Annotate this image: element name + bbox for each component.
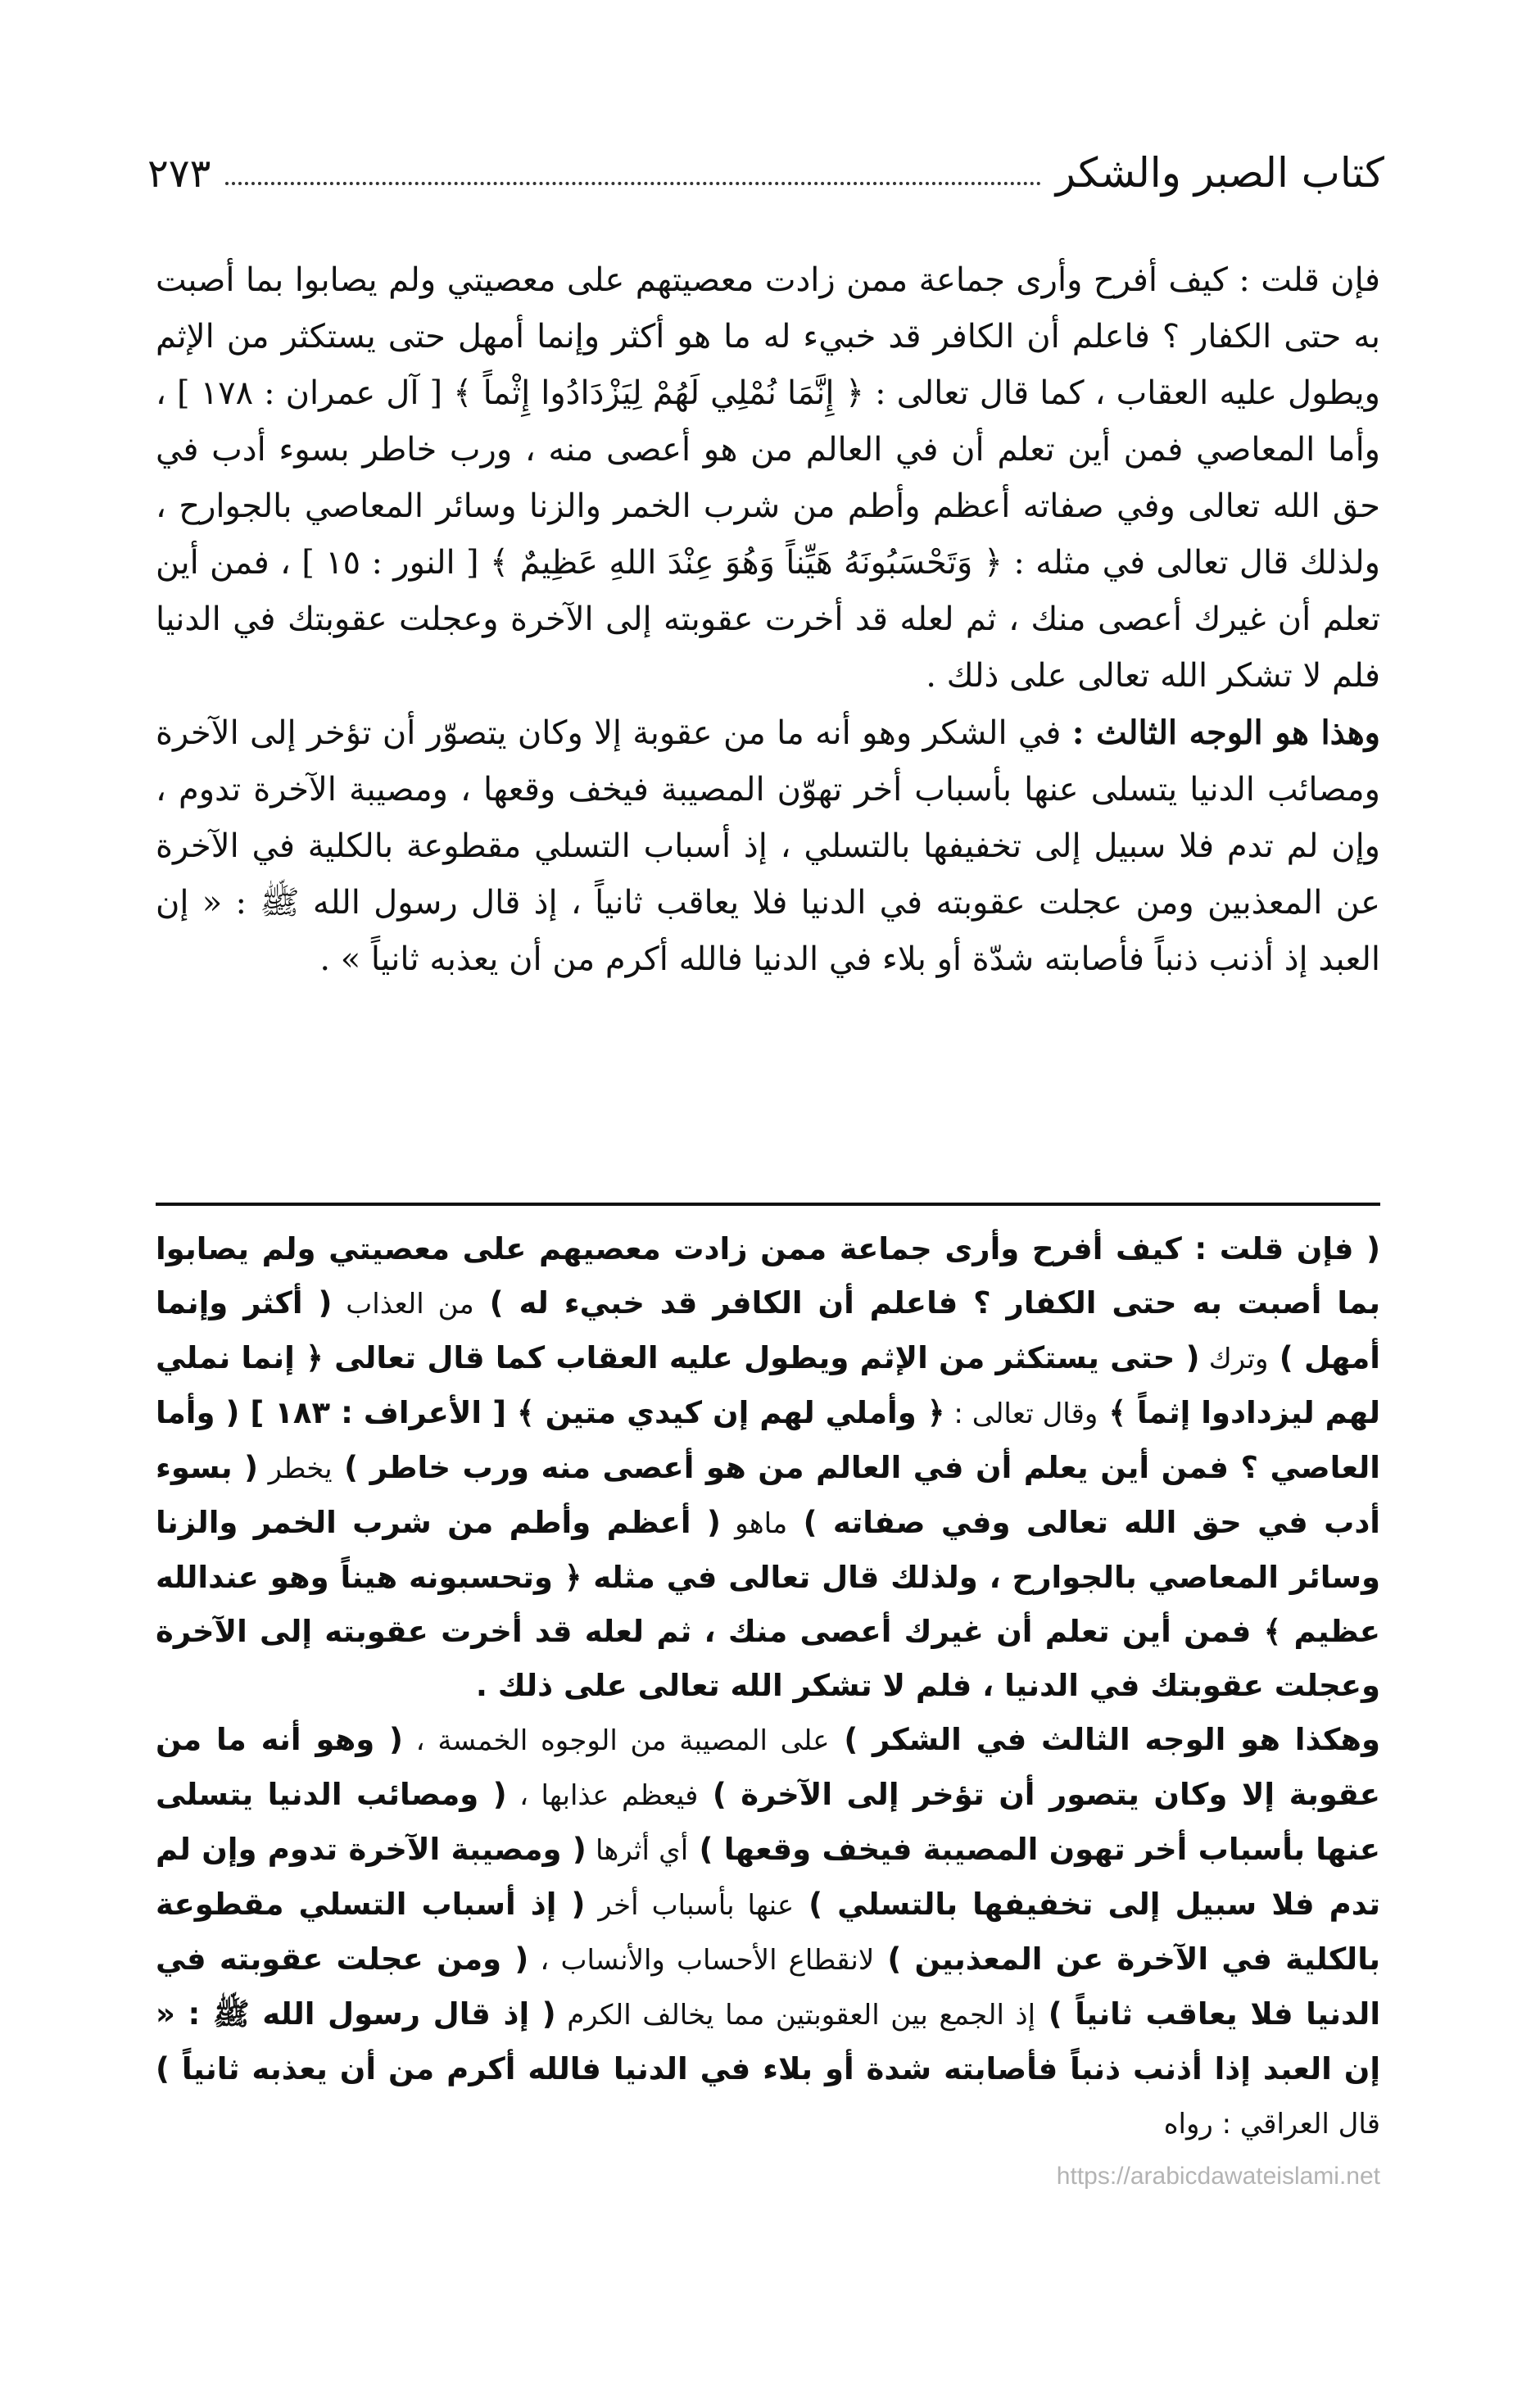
quoted-text: ( بسوء أدب في حق الله تعالى وفي صفاته ) — [156, 1450, 1380, 1540]
commentary-note: قال العراقي : رواه — [1163, 2108, 1380, 2141]
quoted-text: ( ومصائب الدنيا يتسلى عنها بأسباب أخر تهون المصيبة فيخف وقعها ) — [156, 1777, 1380, 1867]
quoted-text: ( وهو أنه ما من عقوبة إلا وكان يتصور أن تؤخر إلى الآخرة ) — [156, 1722, 1380, 1812]
commentary-paragraph-2 — [156, 1713, 1380, 2151]
watermark-url: https://arabicdawateislami.net — [1056, 2163, 1380, 2190]
commentary-note: وقال تعالى : — [944, 1398, 1098, 1430]
commentary-paragraph-1 — [156, 1222, 1380, 1713]
commentary-note: إذ الجمع بين العقوبتين مما يخالف الكرم — [555, 1999, 1036, 2032]
main-text — [156, 252, 1380, 988]
quoted-text: ( إذ قال رسول الله ﷺ : « إن العبد إذا أذنب ذنباً فأصابته شدة أو بلاء في الدنيا فالله أكرم من أن يعذبه ثانياً ) — [156, 1996, 1380, 2086]
quoted-text: ( أعظم وأطم من شرب الخمر والزنا وسائر المعاصي بالجوارح ، ولذلك قال تعالى في مثله ﴿ وتحسبونه هيناً وهو عندالله عظيم ﴾ فمن أين تعلم أن غيرك أعصى منك ، ثم لعله قد أخرت عقوبته إلى الآخرة وعجلت عقوبتك في الدنيا ، فلم لا تشكر الله تعالى على ذلك . — [156, 1505, 1380, 1703]
main-paragraph-2 — [156, 704, 1380, 988]
quoted-text: ( ومصيبة الآخرة تدوم وإن لم تدم فلا سبيل إلى تخفيفها بالتسلي ) — [156, 1832, 1380, 1922]
commentary-section — [156, 1222, 1380, 2151]
quoted-text: ( أكثر وإنما أمهل ) — [156, 1285, 1380, 1375]
main-paragraph-1: فإن قلت : كيف أفرح وأرى جماعة ممن زادت معصيتهم على معصيتي ولم يصابوا بما أصبت به حتى الكفار ؟ فاعلم أن الكافر قد خبيء له ما هو أكثر وإنما أمهل حتى يستكثر من الإثم ويطول عليه العقاب ، كما قال تعالى : ﴿ إِنَّمَا نُمْلِي لَهُمْ لِيَزْدَادُوا إِثْماً ﴾ [ آل عمران : ١٧٨ ] ، وأما المعاصي فمن أين تعلم أن في العالم من هو أعصى منه ، ورب خاطر بسوء أدب في حق الله تعالى وفي صفاته أعظم وأطم من شرب الخمر والزنا وسائر المعاصي بالجوارح ، ولذلك قال تعالى في مثله : ﴿ وَتَحْسَبُونَهُ هَيِّناً وَهُوَ عِنْدَ اللهِ عَظِيمٌ ﴾ [ النور : ١٥ ] ، فمن أين تعلم أن غيرك أعصى منك ، ثم لعله قد أخرت عقوبته إلى الآخرة وعجلت عقوبتك في الدنيا فلم لا تشكر الله تعالى على ذلك . — [156, 261, 1380, 695]
running-header — [147, 131, 1384, 197]
quoted-text: ( فإن قلت : كيف أفرح وأرى جماعة ممن زادت معصيهم على معصيتي ولم يصابوا بما أصبت به حتى الكفار ؟ فاعلم أن الكافر قد خبيء له ) — [156, 1231, 1381, 1321]
quoted-text: ( إذ أسباب التسلي مقطوعة بالكلية في الآخرة عن المعذبين ) — [156, 1887, 1380, 1977]
page-number: ٢٧٣ — [147, 151, 211, 197]
commentary-note: يخطر — [258, 1452, 333, 1485]
quoted-text: ( حتى يستكثر من الإثم ويطول عليه العقاب كما قال تعالى ﴿ إنما نملي لهم ليزدادوا إثماً ﴾ — [156, 1340, 1380, 1430]
leader-dots — [225, 182, 1040, 185]
commentary-note: وترك — [1199, 1343, 1269, 1375]
commentary-note: على المصيبة من الوجوه الخمسة ، — [402, 1724, 830, 1757]
commentary-note: من العذاب — [332, 1288, 474, 1321]
footnote-divider — [156, 1203, 1380, 1206]
commentary-note: فيعظم عذابها ، — [506, 1779, 699, 1812]
quoted-text: وهكذا هو الوجه الثالث في الشكر ) — [829, 1722, 1380, 1757]
main-paragraph-2-body: في الشكر وهو أنه ما من عقوبة إلا وكان يتصوّر أن تؤخر إلى الآخرة ومصائب الدنيا يتسلى عنها بأسباب أخر تهوّن المصيبة فيخف وقعها ، ومصيبة الآخرة تدوم ، وإن لم تدم فلا سبيل إلى تخفيفها بالتسلي ، إذ أسباب التسلي مقطوعة بالكلية في الآخرة عن المعذبين ومن عجلت عقوبته في الدنيا فلا يعاقب ثانياً ، إذ قال رسول الله ﷺ : « إن العبد إذ أذنب ذنباً فأصابته شدّة أو بلاء في الدنيا فالله أكرم من أن يعذبه ثانياً » . — [156, 714, 1380, 978]
commentary-note: أي أثرها — [586, 1834, 689, 1867]
quoted-text: ﴿ وأملي لهم إن كيدي متين ﴾ [ الأعراف : ١٨٣ ] ( وأما العاصي ؟ فمن أين يعلم أن في العالم من هو أعصى منه ورب خاطر ) — [156, 1395, 1380, 1485]
commentary-note: عنها بأسباب أخر — [585, 1889, 795, 1922]
commentary-note: لانقطاع الأحساب والأنساب ، — [528, 1944, 875, 1977]
quoted-text: ( ومن عجلت عقوبته في الدنيا فلا يعاقب ثانياً ) — [156, 1941, 1381, 2032]
section-heading-third-aspect: وهذا هو الوجه الثالث : — [1071, 714, 1380, 752]
chapter-title: كتاب الصبر والشكر — [1055, 149, 1384, 197]
commentary-note: ماهو — [720, 1507, 788, 1540]
